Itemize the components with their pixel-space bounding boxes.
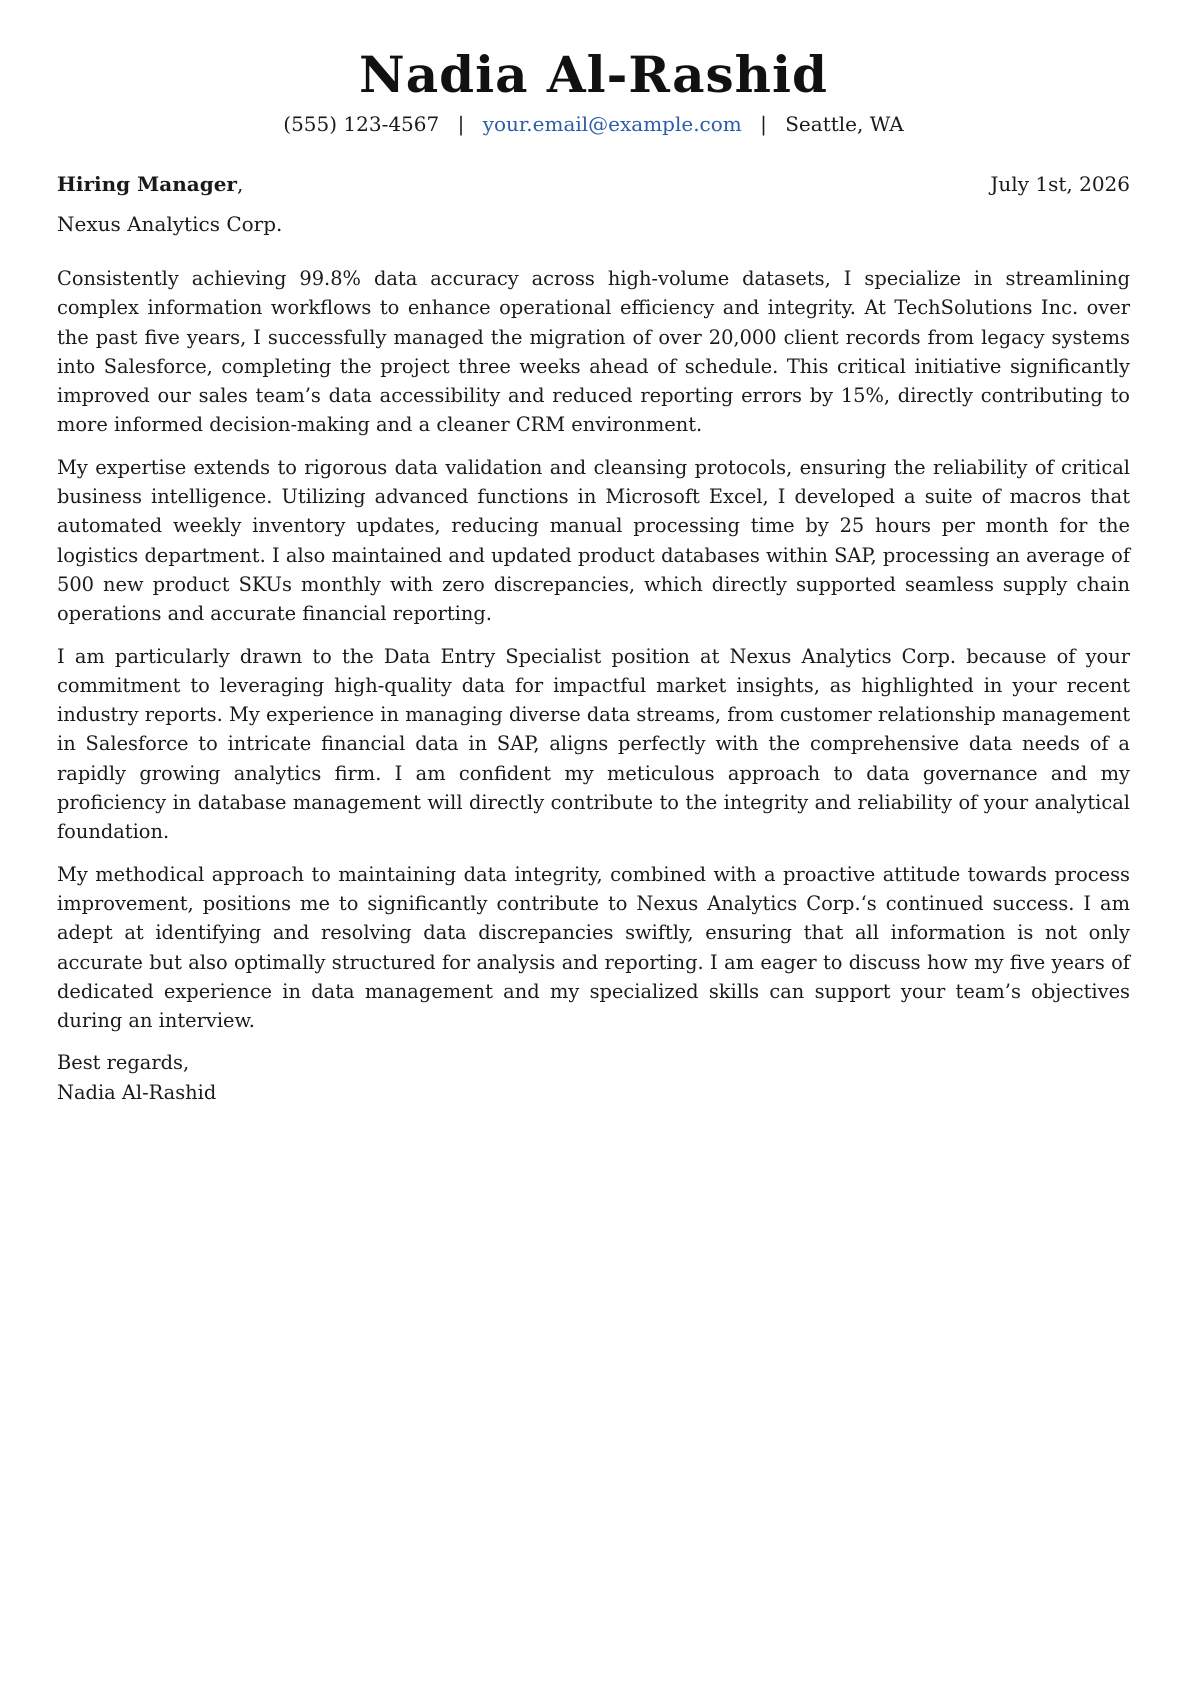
letter-date: July 1st, 2026: [990, 172, 1130, 196]
closing-salutation: Best regards,: [57, 1051, 190, 1075]
recipient-title: Hiring Manager: [57, 172, 237, 196]
letter-body: [57, 264, 1130, 1035]
body-paragraph: Consistently achieving 99.8% data accuracy across high-volume datasets, I specialize in streamlining complex information workflows to enhance operational efficiency and integrity. At TechSolutions Inc. over the past five years, I successfully managed the migration of over 20,000 client records from legacy systems into Salesforce, completing the project three weeks ahead of schedule. This critical initiative significantly improved our sales team’s data accessibility and reduced reporting errors by 15%, directly contributing to more informed decision-making and a cleaner CRM environment.: [57, 267, 1130, 437]
contact-separator: |: [457, 112, 465, 136]
signature-name: Nadia Al-Rashid: [57, 1080, 217, 1104]
location: Seattle, WA: [785, 112, 904, 136]
body-paragraph: I am particularly drawn to the Data Entry Specialist position at Nexus Analytics Corp. because of your commitment to leveraging high-quality data for impactful market insights, as highlighted in your recent industry reports. My experience in managing diverse data streams, from customer relationship management in Salesforce to intricate financial data in SAP, aligns perfectly with the comprehensive data needs of a rapidly growing analytics firm. I am confident my meticulous approach to data governance and my proficiency in database management will directly contribute to the integrity and reliability of your analytical foundation.: [57, 644, 1130, 844]
body-paragraph: My expertise extends to rigorous data validation and cleansing protocols, ensuring the reliability of critical business intelligence. Utilizing advanced functions in Microsoft Excel, I developed a suite of macros that automated weekly inventory updates, reducing manual processing time by 25 hours per month for the logistics department. I also maintained and updated product databases within SAP, processing an average of 500 new product SKUs monthly with zero discrepancies, which directly supported seamless supply chain operations and accurate financial reporting.: [57, 455, 1130, 626]
phone-number: (555) 123-4567: [283, 112, 440, 136]
contact-line: [57, 110, 1130, 138]
contact-separator: |: [760, 112, 767, 136]
recipient-company: Nexus Analytics Corp.: [57, 212, 283, 236]
cover-letter-page: [57, 44, 1130, 1107]
body-paragraph: My methodical approach to maintaining data integrity, combined with a proactive attitude towards process improvement, positions me to significantly contribute to Nexus Analytics Corp.‘s continued success. I am adept at identifying and resolving data discrepancies swiftly, ensuring that all information is not only accurate but also optimally structured for analysis and reporting. I am eager to discuss how my five years of dedicated experience in data management and my specialized skills can support your team’s objectives during an interview.: [57, 862, 1130, 1033]
recipient-date-row: [57, 170, 1130, 198]
email-link[interactable]: your.email@example.com: [482, 112, 742, 136]
closing-block: [57, 1048, 1130, 1107]
recipient-line: [57, 170, 243, 198]
applicant-name: Nadia Al-Rashid: [359, 45, 828, 104]
recipient-title-comma: ,: [236, 172, 244, 196]
